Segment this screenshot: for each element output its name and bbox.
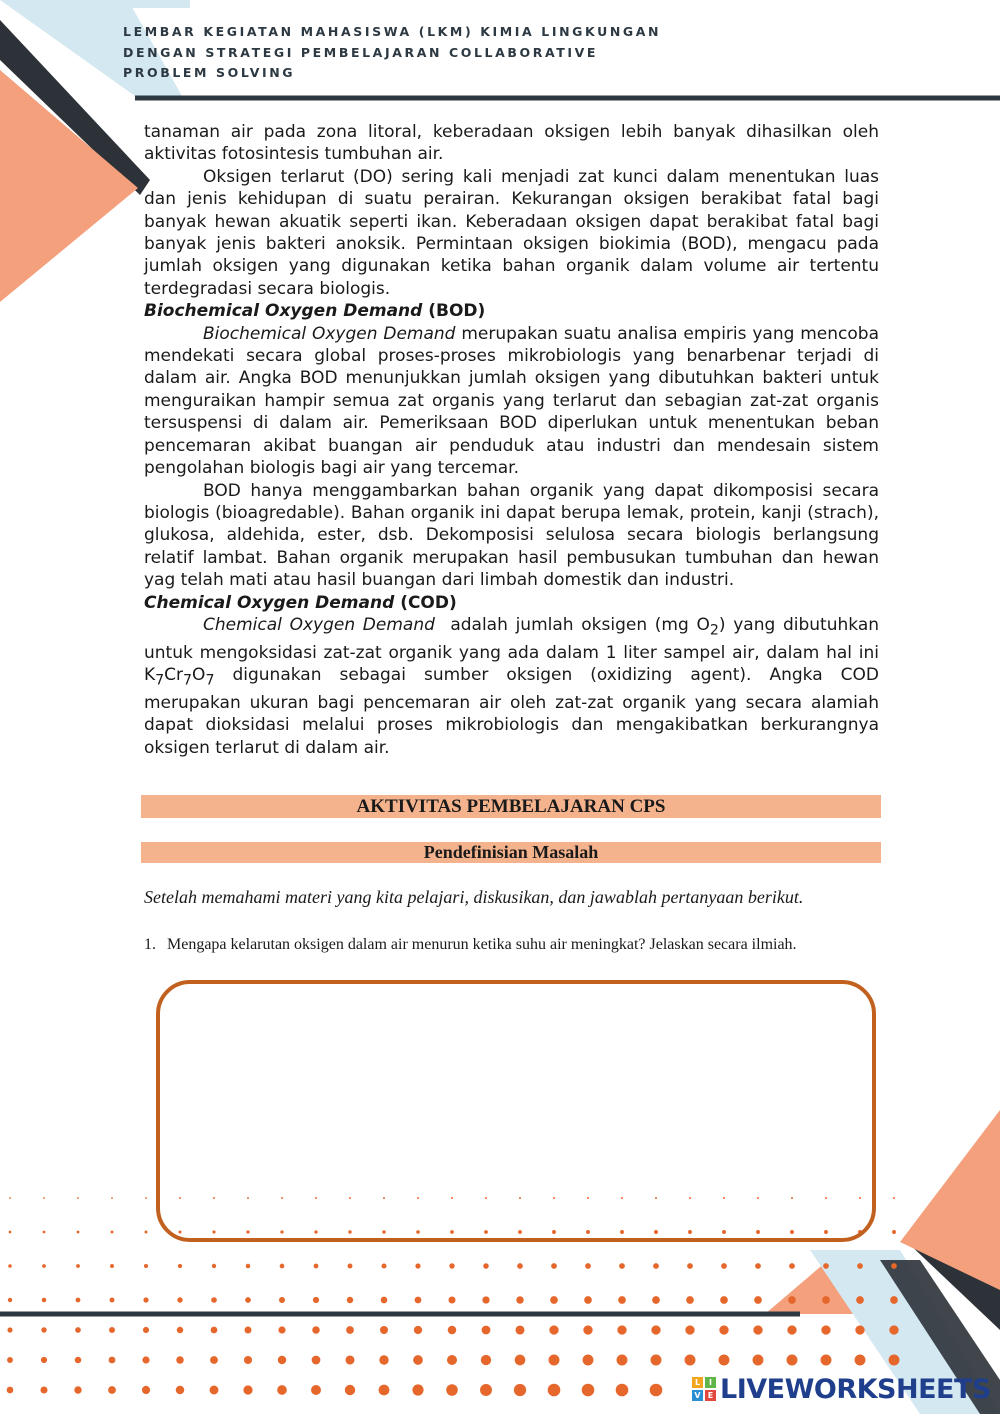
decor-dot: [687, 1263, 693, 1269]
cod-sub-cr: 7: [183, 672, 193, 689]
decor-dot: [652, 1296, 660, 1304]
decor-dot: [721, 1263, 727, 1269]
decor-dot: [176, 1356, 184, 1364]
decor-dot: [617, 1355, 628, 1366]
decor-dot: [143, 1327, 149, 1333]
decor-dot: [619, 1263, 625, 1269]
decor-dot: [448, 1326, 457, 1335]
decor-dot: [685, 1325, 694, 1334]
decor-dot: [42, 1298, 47, 1303]
decor-dot: [549, 1355, 560, 1366]
decor-dot: [481, 1355, 491, 1365]
logo-mark-l: L: [692, 1377, 703, 1388]
heading-cod: [144, 592, 879, 614]
decor-dot: [653, 1263, 659, 1269]
decor-dot: [347, 1297, 353, 1303]
decor-dot: [788, 1296, 796, 1304]
question-1: [144, 934, 864, 955]
decor-dot: [448, 1296, 455, 1303]
decor-dot: [42, 1264, 46, 1268]
decor-dot: [381, 1297, 388, 1304]
decor-dot: [380, 1326, 388, 1334]
decor-dot: [312, 1356, 321, 1365]
decor-dot: [142, 1356, 149, 1363]
decor-dot: [616, 1384, 629, 1397]
bod-term: Biochemical Oxygen Demand: [203, 323, 456, 344]
cod-sub-o2: 2: [709, 622, 719, 639]
decor-dot: [41, 1357, 47, 1363]
cod-sub-k: 7: [155, 672, 165, 689]
decor-dot: [550, 1296, 558, 1304]
paragraph-intro: tanaman air pada zona litoral, keberadaan oksigen lebih banyak dihasilkan oleh aktivitas fotosintesis tumbuhan air.: [144, 122, 879, 165]
header-line-3: PROBLEM SOLVING: [123, 65, 296, 80]
liveworksheets-logo[interactable]: [692, 1373, 991, 1405]
decor-dot: [177, 1327, 183, 1333]
decor-dot: [414, 1326, 422, 1334]
logo-mark-e: E: [705, 1390, 716, 1401]
decor-dot: [787, 1355, 798, 1366]
cod-text-b: ) yang dibutuhkan untuk mengoksidasi zat-zat organik yang ada dalam 1 liter sampel air, dalam hal ini K: [144, 614, 880, 686]
decor-dot: [345, 1355, 354, 1364]
decor-dot: [144, 1264, 148, 1268]
heading-bod-abbr: (BOD): [428, 301, 486, 322]
decor-dot: [651, 1355, 662, 1366]
paragraph-cod-def: [144, 614, 879, 759]
liveworksheets-logo-text: LIVEWORKSHEETS: [720, 1373, 991, 1405]
decor-dot: [7, 1327, 12, 1332]
decor-dot: [280, 1264, 285, 1269]
decor-dot: [211, 1327, 218, 1334]
decor-dot: [77, 1231, 80, 1234]
decor-dot: [857, 1263, 863, 1269]
decor-dot: [890, 1296, 898, 1304]
decor-dot: [111, 1231, 114, 1234]
decor-dot: [685, 1355, 696, 1366]
decor-dot: [210, 1356, 218, 1364]
decor-dot: [893, 1197, 895, 1199]
decor-dot: [823, 1263, 829, 1269]
decor-dot: [178, 1264, 182, 1268]
decor-dot: [311, 1385, 321, 1395]
decor-dot: [412, 1384, 423, 1395]
decor-dot: [245, 1327, 252, 1334]
decor-dot: [686, 1296, 694, 1304]
decor-dot: [583, 1355, 594, 1366]
decor-dot: [892, 1230, 896, 1234]
decor-dot: [312, 1326, 320, 1334]
decor-dot: [856, 1296, 864, 1304]
decor-dot: [548, 1384, 561, 1397]
decor-dot: [41, 1327, 46, 1332]
decor-dot: [650, 1384, 663, 1397]
decor-dot: [245, 1297, 251, 1303]
decor-dot: [754, 1296, 762, 1304]
decor-dot: [787, 1325, 796, 1334]
decor-dot: [480, 1384, 492, 1396]
decor-dot: [449, 1263, 454, 1268]
decor-dot: [277, 1385, 287, 1395]
section-bar-cps: AKTIVITAS PEMBELAJARAN CPS: [141, 795, 881, 818]
decor-dot: [482, 1326, 491, 1335]
decor-dot: [584, 1296, 592, 1304]
heading-bod-italic: Biochemical Oxygen Demand: [144, 301, 423, 322]
decor-dot: [483, 1263, 489, 1269]
question-number: 1.: [144, 936, 156, 953]
decor-dot: [76, 1298, 81, 1303]
decor-dot: [279, 1297, 285, 1303]
heading-cod-abbr: (COD): [400, 592, 457, 613]
decor-dot: [210, 1386, 219, 1395]
cod-text-e: digunakan sebagai sumber oksigen (oxidizing agent). Angka COD merupakan ukuran bagi pencemaran air oleh zat-zat organik yang secara alamiah dapat dioksidasi melalui proses mikrobiologis dan mengakibatkan berkurangnya oksigen terlarut di dalam air.: [144, 665, 879, 758]
decor-dot: [855, 1325, 864, 1334]
decor-dot: [278, 1356, 286, 1364]
decor-dot: [8, 1264, 12, 1268]
subsection-bar-problem-definition: Pendefinisian Masalah: [141, 842, 881, 863]
decor-dot: [379, 1355, 388, 1364]
decor-dot: [415, 1297, 422, 1304]
decor-dot: [482, 1296, 489, 1303]
decor-dot: [515, 1325, 524, 1334]
decor-dot: [177, 1297, 182, 1302]
logo-mark-v: V: [692, 1390, 703, 1401]
cod-text-a: adalah jumlah oksigen (mg O: [450, 614, 710, 635]
decor-dot: [551, 1263, 557, 1269]
decor-dot: [517, 1263, 523, 1269]
main-content: [144, 121, 879, 759]
decor-dot: [583, 1325, 592, 1334]
decor-dot: [77, 1197, 79, 1199]
decor-dot: [145, 1197, 147, 1199]
cod-text-d: O: [192, 665, 206, 686]
decor-dot: [514, 1384, 526, 1396]
decor-dot: [212, 1264, 216, 1268]
decor-dot: [110, 1264, 114, 1268]
decor-dot: [617, 1325, 626, 1334]
paragraph-do: Oksigen terlarut (DO) sering kali menjadi zat kunci dalam menentukan luas dan jenis kehidupan di suatu perairan. Kekurangan oksigen berakibat fatal bagi banyak hewan akuatik seperti ikan. Keberadaan oksigen dapat berakibat fatal bagi banyak jenis bakteri anoksik. Permintaan oksigen biokimia (BOD), mengacu pada jumlah oksigen yang digunakan ketika bahan organik dalam volume air tertentu terdegradasi secara biologis.: [144, 166, 879, 299]
paragraph-bod-def: [144, 323, 879, 480]
decor-dot: [821, 1355, 832, 1366]
decor-dot: [753, 1355, 764, 1366]
decor-dot: [855, 1355, 866, 1366]
decor-dot: [889, 1325, 898, 1334]
cod-sub-o7: 7: [205, 672, 215, 689]
decor-dot: [720, 1296, 728, 1304]
decor-dot: [9, 1197, 11, 1199]
decor-dot: [415, 1263, 420, 1268]
decor-dot: [7, 1387, 14, 1394]
decor-dot: [753, 1325, 762, 1334]
decor-dot: [7, 1357, 13, 1363]
decor-dot: [821, 1325, 830, 1334]
decor-dot: [314, 1264, 319, 1269]
decor-dot: [889, 1355, 900, 1366]
decor-dot: [719, 1325, 728, 1334]
decor-dot: [549, 1325, 558, 1334]
decor-dot: [8, 1298, 12, 1302]
decor-dot: [43, 1197, 45, 1199]
decor-dot: [40, 1386, 47, 1393]
paragraph-bod-scope: BOD hanya menggambarkan bahan organik yang dapat dikomposisi secara biologis (bioagredable). Bahan organik ini dapat berupa lemak, protein, kanji (strach), glukosa, aldehida, ester, dsb. Dekomposisi selulosa secara biologis berlangsung relatif lambat. Bahan organik merupakan hasil pembusukan tumbuhan dan hewan yag telah mati atau hasil buangan dari limbah domestik dan industri.: [144, 480, 879, 591]
decor-dot: [515, 1355, 526, 1366]
decor-dot: [789, 1263, 795, 1269]
decor-dot: [413, 1355, 423, 1365]
heading-bod: [144, 300, 879, 322]
decor-dot: [585, 1263, 591, 1269]
decor-dot: [9, 1231, 12, 1234]
decor-dot: [582, 1384, 595, 1397]
decor-dot: [346, 1326, 354, 1334]
bod-def-text: merupakan suatu analisa empiris yang mencoba mendekati secara global proses-proses mikrobiologis yang benarbenar terjadi di dalam air. Angka BOD menunjukkan jumlah oksigen yang dibutuhkan bakteri untuk menguraikan hampir semua zat organis yang terlarut dan sebagian zat-zat organis tersuspensi di dalam air. Pemeriksaan BOD diperlukan untuk menentukan beban pencemaran akibat buangan air penduduk atau industri dan mendesain sistem pengolahan biologis bagi air yang tercemar.: [144, 323, 879, 479]
decor-dot: [176, 1386, 185, 1395]
decor-dot: [109, 1357, 116, 1364]
decor-dot: [74, 1386, 81, 1393]
decor-dot: [381, 1263, 386, 1268]
decor-dot: [108, 1386, 116, 1394]
decor-dot: [75, 1357, 82, 1364]
question-text: Mengapa kelarutan oksigen dalam air menurun ketika suhu air meningkat? Jelaskan secara ilmiah.: [167, 936, 797, 953]
decor-dot: [244, 1356, 252, 1364]
decor-dot: [76, 1264, 80, 1268]
cod-text-c: Cr: [164, 665, 184, 686]
decor-dot: [143, 1297, 148, 1302]
decor-dot: [822, 1296, 830, 1304]
decor-dot: [243, 1385, 252, 1394]
document-header: [123, 22, 661, 84]
decor-dot: [719, 1355, 730, 1366]
decor-dot: [110, 1298, 115, 1303]
decor-dot: [755, 1263, 761, 1269]
decor-dot: [447, 1355, 457, 1365]
decor-dot: [109, 1327, 115, 1333]
decor-dot: [145, 1231, 148, 1234]
logo-mark-i: I: [705, 1377, 716, 1388]
decor-dot: [891, 1263, 897, 1269]
decor-dot: [379, 1385, 390, 1396]
decor-dot: [313, 1297, 319, 1303]
header-line-2: DENGAN STRATEGI PEMBELAJARAN COLLABORATIVE: [123, 44, 599, 60]
decor-dot: [516, 1296, 523, 1303]
decor-dot: [278, 1326, 285, 1333]
heading-cod-italic: Chemical Oxygen Demand: [144, 592, 395, 613]
instruction-text: Setelah memahami materi yang kita pelajari, diskusikan, dan jawablah pertanyaan berikut.: [144, 887, 804, 907]
decor-dot: [446, 1384, 458, 1396]
answer-textbox[interactable]: [156, 980, 876, 1242]
decor-dot: [142, 1386, 150, 1394]
header-line-1: LEMBAR KEGIATAN MAHASISWA (LKM) KIMIA LINGKUNGAN: [123, 24, 662, 39]
decor-dot: [345, 1385, 355, 1395]
decor-dot: [111, 1197, 113, 1199]
liveworksheets-mark-icon: [692, 1377, 716, 1401]
decor-dot: [348, 1264, 353, 1269]
cod-term: Chemical Oxygen Demand: [203, 614, 435, 635]
decor-dot: [43, 1231, 46, 1234]
decor-dot: [211, 1297, 217, 1303]
decor-dot: [651, 1325, 660, 1334]
decor-dot: [618, 1296, 626, 1304]
decor-dot: [75, 1327, 81, 1333]
decor-dot: [246, 1264, 251, 1269]
